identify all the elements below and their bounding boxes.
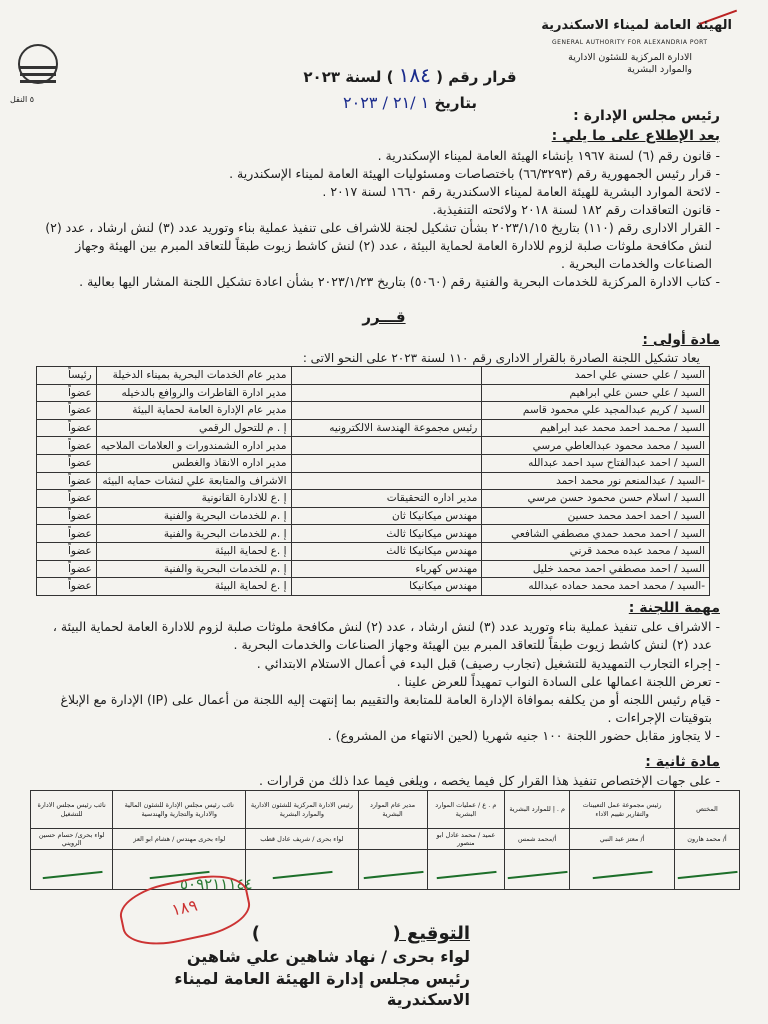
approval-header: رئيس مجموعة عمل التعيينات والتقارير تقييم الاداء [570,791,675,829]
committee-row [37,472,710,490]
member-name: السيد / كريم عبدالمجيد علي محمود قاسم [482,402,710,420]
signature-scribble [271,859,332,879]
member-name: السيد / محمد عبده محمد قرني [482,542,710,560]
port-logo-icon [10,40,66,104]
org-name-ar: الهيئة العامة لميناء الاسكندرية [541,18,732,33]
dept-line-2: والموارد البشرية [627,64,692,76]
member-status: عضواً [37,437,97,455]
signature-scribble [41,859,102,879]
member-rank [291,367,482,385]
committee-row [37,384,710,402]
committee-row [37,367,710,385]
task-item: - الاشراف على تنفيذ عملية بناء وتوريد عدد (٣) لنش ارشاد ، عدد (٢) لنش مكافحة ملوثات صلبة لزوم للادارة العامة لحماية البيئة ، عدد (٢) لنش كاشط زيوت طبقاً للتعاقد المبرم بين الهيئة وجهاز الصناعات والخدمات البحرية . [52,619,720,653]
member-status: عضواً [37,525,97,543]
approver-signature [427,850,505,890]
member-role: مدير عام الخدمات البحرية بميناء الدخيلة [96,367,291,385]
signature-scribble [362,859,423,879]
member-rank [291,402,482,420]
member-status: عضواً [37,542,97,560]
member-rank [291,437,482,455]
handwritten-number: ٥٠٩٢١١١٤٤ [180,875,253,893]
committee-row [37,578,710,596]
date-label: بتاريخ [434,94,477,112]
member-rank [291,384,482,402]
decision-number: ١٨٤ [398,63,431,87]
signature-label-end: ) [251,923,260,944]
member-status: عضواً [37,384,97,402]
approval-table-wrap [30,790,740,890]
member-name: السيد / محمد محمود عبدالعاطي مرسي [482,437,710,455]
approval-header: نائب رئيس مجلس الإدارة للشئون المالية والادارية والتجارية والهندسية [113,791,246,829]
committee-row [37,507,710,525]
approver-name: أ/ معتز عبد النبي [570,829,675,850]
member-role: إ .م للخدمات البحرية والفنية [96,525,291,543]
member-rank: مدير اداره التحقيقات [291,490,482,508]
after-review-heading: بعد الإطلاع على ما يلي : [551,128,720,145]
date-value: ١ /٢١ / ٢٠٢٣ [343,93,430,112]
task-item: - قيام رئيس اللجنه أو من يكلفه بموافاة الإدارة العامة للمتابعة والتقييم بما إنتهت إليه اللجنة من أعمال على (IP) الإدارة مع الإبلاغ بتوقيتات الإجراءات . [60,691,720,725]
member-status: عضواً [37,454,97,472]
article-2 [30,752,720,790]
approver-name: عميد / محمد عادل ابو منصور [427,829,505,850]
signatory-name: لواء بحرى / نهاد شاهين علي شاهين [186,947,470,967]
committee-row [37,437,710,455]
member-status: عضواً [37,490,97,508]
member-name: السيد / احمد احمد محمد حسين [482,507,710,525]
member-role: مدير ادارة القاطرات والروافع بالدخيله [96,384,291,402]
member-status: عضواً [37,419,97,437]
intro-item: - قانون التعاقدات رقم ١٨٢ لسنة ٢٠١٨ ولائحته التنفيذية. [432,201,720,217]
letterhead [522,18,732,77]
signature-scribble [435,859,496,879]
approver-signature [505,850,570,890]
signature-block [110,922,470,1011]
committee-row [37,542,710,560]
approver-signature [358,850,427,890]
committee-row [37,525,710,543]
member-status: عضواً [37,560,97,578]
approver-signature [31,850,113,890]
tasks-section [30,598,720,745]
intro-item: - كتاب الادارة المركزية للخدمات البحرية والفنية رقم (٥٠٦٠) بتاريخ ٢٠٢٣/١/٢٣ بشأن اعادة تشكيل اللجنة المشار اليها بعالية . [79,274,720,290]
article-2-text: - على جهات الإختصاص تنفيذ هذا القرار كل فيما يخصه ، ويلغى فيما عدا ذلك من قرارات . [259,773,720,789]
article-1-lead: يعاد تشكيل اللجنة الصادرة بالقرار الادارى رقم ١١٠ لسنة ٢٠٢٣ على النحو الاتى : [302,351,700,366]
decision-title: قرار رقم ( [436,68,517,86]
intro-item: - القرار الادارى رقم (١١٠) بتاريخ ٢٠٢٣/١/١٥ بشأن تشكيل لجنة للاشراف على تنفيذ عملية بناء وتوريد عدد (٣) لنش ارشاد ، عدد (٢) لنش مكافحة ملوثات صلبة لزوم للادارة العامة لحماية البيئة ، عدد (٢) لنش كاشط زيوت طبقاً للتعاقد المبرم بين الهيئة وجهاز الصناعات والخدمات البحرية . [45,220,720,272]
signatory-title: رئيس مجلس إدارة الهيئة العامة لميناء الاسكندرية [174,968,470,1010]
member-role: مدير عام الإدارة العامة لحماية البيئة [96,402,291,420]
decision-year: ) لسنة ٢٠٢٣ [303,68,394,86]
tasks-title: مهمة اللجنة : [628,600,720,616]
red-stamp: ١٨٩ [115,867,255,953]
member-name: -السيد / عبدالمنعم نور محمد احمد [482,472,710,490]
intro-item: - لائحة الموارد البشرية للهيئة العامة لميناء الاسكندرية رقم ١٦٦٠ لسنة ٢٠١٧ . [322,183,720,199]
article-1-title: مادة أولى : [642,332,720,348]
approver-name: لواء بحرى/ حسام حسين الرويني [31,829,113,850]
approver-name: أ/محمد شمس [505,829,570,850]
org-name-en: GENERAL AUTHORITY FOR ALEXANDRIA PORT [552,39,708,46]
member-role: إ .م للخدمات البحرية والفنية [96,507,291,525]
member-rank [291,472,482,490]
member-role: إ .ع للادارة القانونية [96,490,291,508]
committee-table [36,366,710,596]
approver-name: أ/ محمد هارون [675,829,740,850]
signature-label: التوقيع ( [392,923,470,944]
decided-heading: قـــرر [362,308,406,326]
chair-title: رئيس مجلس الإدارة : [573,108,720,124]
committee-row [37,419,710,437]
approval-table [30,790,740,890]
member-status: عضواً [37,578,97,596]
member-role: مدير اداره الشمندورات و العلامات الملاحيه [96,437,291,455]
signature-scribble [676,859,737,879]
approval-header: م . إ للموارد البشرية [505,791,570,829]
logo-code: ٥ النقل [10,95,35,104]
intro-item: - قرار رئيس الجمهورية رقم (٦٦/٣٢٩٣) باختصاصات ومسئوليات الهيئة العامة لميناء الإسكندرية . [229,165,720,181]
committee-row [37,560,710,578]
member-role: مدير اداره الانقاذ والغطس [96,454,291,472]
approval-header: رئيس الادارة المركزية للشئون الادارية والموارد البشرية [246,791,358,829]
member-name: السيد / احمد مصطفي احمد محمد خليل [482,560,710,578]
approver-signature [246,850,358,890]
member-role: إ .ع لحماية البيئة [96,542,291,560]
member-role: إ . م للتحول الرقمي [96,419,291,437]
member-name: -السيد / محمد احمد محمد حماده عبدالله [482,578,710,596]
member-status: عضواً [37,402,97,420]
approver-name: لواء بحرى / شريف عادل قطب [246,829,358,850]
member-rank [291,454,482,472]
task-item: - لا يتجاوز مقابل حضور اللجنة ١٠٠ جنيه شهريا (لحين الانتهاء من المشروع) . [327,728,720,744]
member-status: عضواً [37,507,97,525]
member-rank: مهندس ميكانيكا [291,578,482,596]
article-2-title: مادة ثانية : [645,754,720,770]
article-1 [30,330,720,368]
committee-row [37,454,710,472]
approval-header: م . ع / عمليات الموارد البشرية [427,791,505,829]
member-rank: مهندس ميكانيكا ثالث [291,525,482,543]
member-status: رئيساً [37,367,97,385]
member-rank: مهندس ميكانيكا ثان [291,507,482,525]
approver-signature [675,850,740,890]
member-rank: مهندس كهرباء [291,560,482,578]
committee-row [37,402,710,420]
member-role: الاشراف والمتابعة علي لنشات حمايه البيئه [96,472,291,490]
intro-section [30,106,720,292]
member-name: السيد / احمد محمد حمدي مصطفي الشافعي [482,525,710,543]
committee-table-wrap [36,366,710,596]
intro-item: - قانون رقم (٦) لسنة ١٩٦٧ بإنشاء الهيئة العامة لميناء الإسكندرية . [377,147,720,163]
member-name: السيد / احمد عبدالفتاح سيد احمد عبدالله [482,454,710,472]
member-name: السيد / علي حسن علي ابراهيم [482,384,710,402]
member-rank: رئيس مجموعة الهندسة الالكترونيه [291,419,482,437]
task-item: - إجراء التجارب التمهيدية للتشغيل (تجارب رصيف) قبل البدء في أعمال الاستلام الابتدائي . [256,655,720,671]
approval-header: مدير عام الموارد البشرية [358,791,427,829]
member-status: عضواً [37,472,97,490]
approver-signature [570,850,675,890]
member-role: إ .م للخدمات البحرية والفنية [96,560,291,578]
approval-header: نائب رئيس مجلس الادارة للتشغيل [31,791,113,829]
signature-scribble [592,859,653,879]
committee-row [37,490,710,508]
task-item: - تعرض اللجنة اعمالها على السادة النواب تمهيداً للعرض علينا . [396,673,720,689]
approval-header: المختص [675,791,740,829]
member-name: السيد / اسلام حسن محمود حسن مرسي [482,490,710,508]
approver-name: لواء بحرى مهندس / هشام ابو العز [113,829,246,850]
member-name: السيد / محـمد احمد محمد عبد ابراهيم [482,419,710,437]
member-name: السيد / علي حسني علي احمد [482,367,710,385]
member-rank: مهندس ميكانيكا ثالث [291,542,482,560]
signature-scribble [507,859,568,879]
dept-line-1: الادارة المركزية للشئون الادارية [568,52,692,63]
member-role: إ .ع لحماية البيئة [96,578,291,596]
approver-name [358,829,427,850]
